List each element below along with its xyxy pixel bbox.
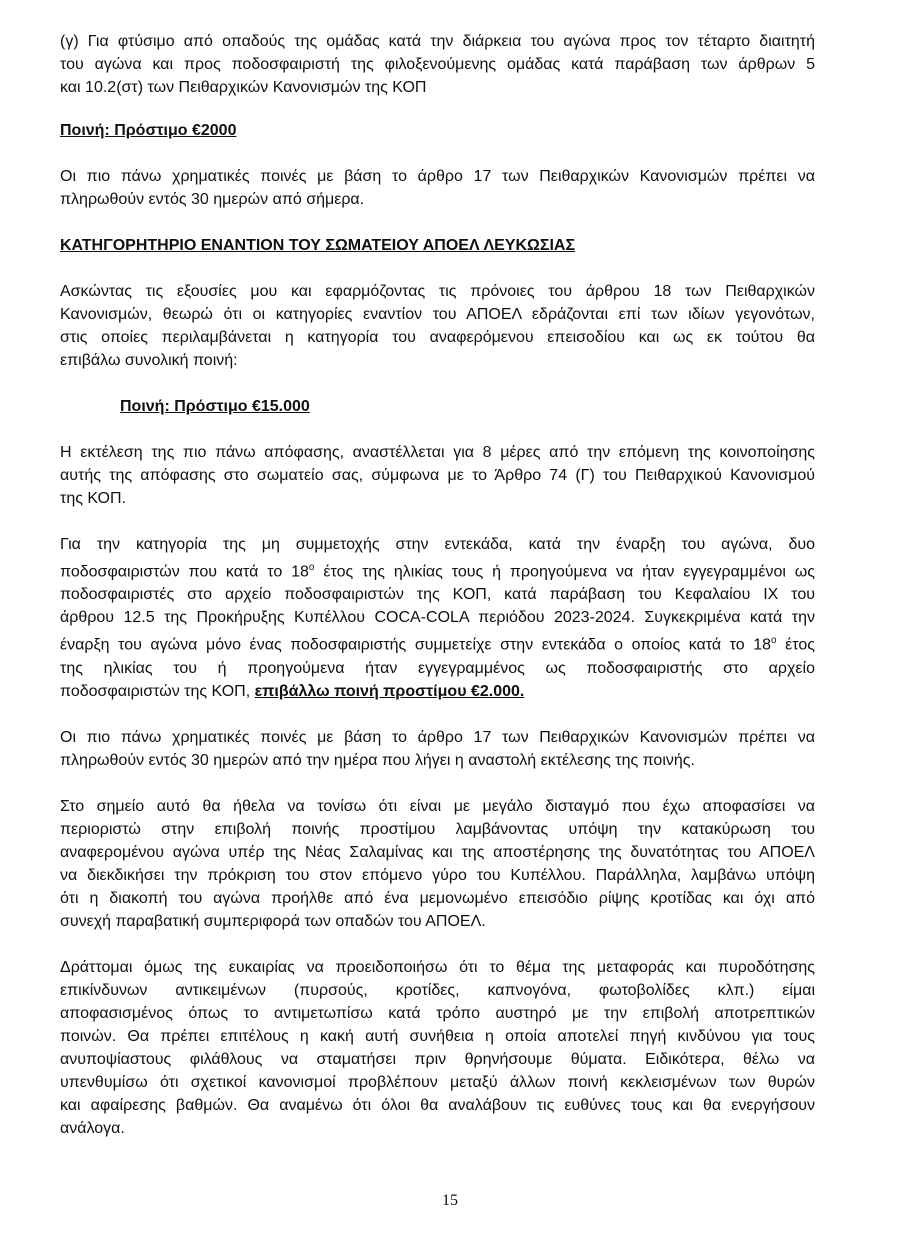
page-number: 15: [442, 1192, 458, 1209]
section-heading-apoel: ΚΑΤΗΓΟΡΗΤΗΡΙΟ ΕΝΑΝΤΙΟΝ ΤΟΥ ΣΩΜΑΤΕΙΟΥ ΑΠΟΕΛ ΛΕΥΚΩΣΙΑΣ: [60, 237, 576, 254]
text-line: του αγώνα και προς ποδοσφαιριστή της φιλοξενούμενης ομάδας κατά παράβαση των άρθρων 5: [60, 56, 815, 73]
text-line: υπενθυμίσω ότι σχετικοί κανονισμοί προβλέπουν μεταξύ άλλων ποινή κεκλεισμένων των θυρών: [60, 1073, 815, 1091]
text-line: ανυποψίαστους φιλάθλους να σταματήσει πριν θρηνήσουμε θύματα. Ειδικότερα, θέλω να: [60, 1050, 815, 1068]
text-line: πληρωθούν εντός 30 ημερών από την ημέρα που λήγει η αναστολή εκτέλεσης της ποινής.: [60, 751, 695, 769]
text-line: αναφερομένου αγώνα υπέρ της Νέας Σαλαμίνας και της αποστέρησης της δυνατότητας του ΑΠΟΕΛ: [60, 843, 815, 861]
text-line: στις οποίες περιλαμβάνεται η κατηγορία του αναφερόμενου επεισοδίου και ως εκ τούτου θα: [60, 329, 815, 346]
penalty-fine-2000-emphasis: επιβάλλω ποινή προστίμου €2.000.: [254, 682, 525, 700]
paragraph-payment-after-suspension: [60, 726, 815, 772]
paragraph-article-18: [60, 280, 815, 372]
text-line: της ΚΟΠ.: [60, 490, 126, 507]
paragraph-suspension: [60, 441, 815, 510]
text-line: Οι πιο πάνω χρηματικές ποινές με βάση το άρθρο 17 των Πειθαρχικών Κανονισμών πρέπει να: [60, 728, 815, 746]
text-line: επιβάλω συνολική ποινή:: [60, 352, 238, 369]
text-line: Για την κατηγορία της μη συμμετοχής στην εντεκάδα, κατά την έναρξη του αγώνα, δυο: [60, 536, 815, 553]
text-line: έναρξη του αγώνα μόνο ένας ποδοσφαιριστής συμμετείχε στην εντεκάδα ο οποίος κατά το $18^o$ έτος: [60, 635, 816, 654]
paragraph-charge-c: [60, 30, 815, 99]
penalty-fine-15000: Ποινή: Πρόστιμο €15.000: [120, 398, 310, 415]
text-line: Η εκτέλεση της πιο πάνω απόφασης, αναστέλλεται για 8 μέρες από την επόμενη της κοινοποίησης: [60, 444, 815, 461]
text-line: και αφαίρεσης βαθμών. Θα αναμένω ότι όλοι θα αναλάβουν τις ευθύνες τους και θα ενεργήσουν: [60, 1096, 815, 1114]
text-line: άρθρου 12.5 της Προκήρυξης Κυπέλλου COCA-COLA περιόδου 2023-2024. Συγκεκριμένα κατά την: [60, 609, 815, 627]
text-line: να διεκδικήσει την πρόκριση του στον επόμενο γύρο του Κυπέλλου. Παράλληλα, λαμβάνω υπόψη: [60, 866, 815, 884]
penalty-fine-2000: Ποινή: Πρόστιμο €2000: [60, 122, 237, 139]
text-line: αποφασισμένος όπως το αντιμετωπίσω κατά τρόπο αυστηρό με την επιβολή αποτρεπτικών: [60, 1004, 815, 1022]
text-line: και 10.2(στ) των Πειθαρχικών Κανονισμών της ΚΟΠ: [60, 79, 427, 96]
document-page: [60, 30, 815, 1140]
text-line: πληρωθούν εντός 30 ημερών από σήμερα.: [60, 191, 365, 208]
text-line: Στο σημείο αυτό θα ήθελα να τονίσω ότι είναι με μεγάλο δισταγμό που έχω αποφασίσει να: [60, 797, 815, 815]
text-line: ποδοσφαιριστών που κατά το $18^o$ έτος της ηλικίας τους ή προηγούμενα να ήταν εγγεγραμμένοι ως: [60, 562, 815, 581]
text-line: ποδοσφαιριστές στο αρχείο ποδοσφαιριστών της ΚΟΠ, κατά παράβαση του Κεφαλαίου IX του: [60, 586, 815, 604]
text-line: (γ) Για φτύσιμο από οπαδούς της ομάδας κατά την διάρκεια του αγώνα προς τον τέταρτο διαιτητή: [60, 33, 815, 50]
text-line: της ηλικίας του ή προηγούμενα ήταν εγγεγραμμένος ως ποδοσφαιριστής στο αρχείο: [60, 659, 815, 677]
paragraph-warning: [60, 956, 815, 1140]
text-line: Δράττομαι όμως της ευκαιρίας να προειδοποιήσω ότι το θέμα της μεταφοράς και πυροδότησης: [60, 958, 815, 976]
text-line: ποινών. Θα πρέπει επιτέλους η κακή αυτή συνήθεια η οποία αποτελεί πηγή κινδύνου για τους: [60, 1027, 815, 1045]
text-line: περιοριστώ στην επιβολή ποινής προστίμου λαμβάνοντας υπόψη την κατακύρωση του: [60, 820, 815, 838]
text-line: συνεχή παραβατική συμπεριφορά των οπαδών του ΑΠΟΕΛ.: [60, 912, 486, 930]
text-line: αυτής της απόφασης στο σωματείο σας, σύμφωνα με το Άρθρο 74 (Γ) του Πειθαρχικού Κανονισμού: [60, 467, 815, 484]
text-line: ανάλογα.: [60, 1119, 125, 1137]
text-line: Ασκώντας τις εξουσίες μου και εφαρμόζοντας τις πρόνοιες του άρθρου 18 των Πειθαρχικών: [60, 283, 815, 300]
text-line: ότι η διακοπή του αγώνα προήλθε από ένα μεμονωμένο επεισόδιο ρίψης κροτίδας και όχι από: [60, 889, 815, 907]
paragraph-payment-deadline: [60, 165, 815, 211]
text-line: επικίνδυνων αντικειμένων (πυρσούς, κροτίδες, καπνογόνα, φωτοβολίδες κλπ.) είμαι: [60, 981, 815, 999]
text-line: Κανονισμών, θεωρώ ότι οι κατηγορίες εναντίον του ΑΠΟΕΛ εδράζονται επί των ιδίων γεγονότων,: [60, 306, 815, 323]
paragraph-lineup-charge: [60, 533, 815, 703]
text-line: Οι πιο πάνω χρηματικές ποινές με βάση το άρθρο 17 των Πειθαρχικών Κανονισμών πρέπει να: [60, 168, 815, 185]
paragraph-reasoning: [60, 795, 815, 933]
text-line: ποδοσφαιριστών της ΚΟΠ, επιβάλλω ποινή προστίμου €2.000.: [60, 682, 525, 700]
